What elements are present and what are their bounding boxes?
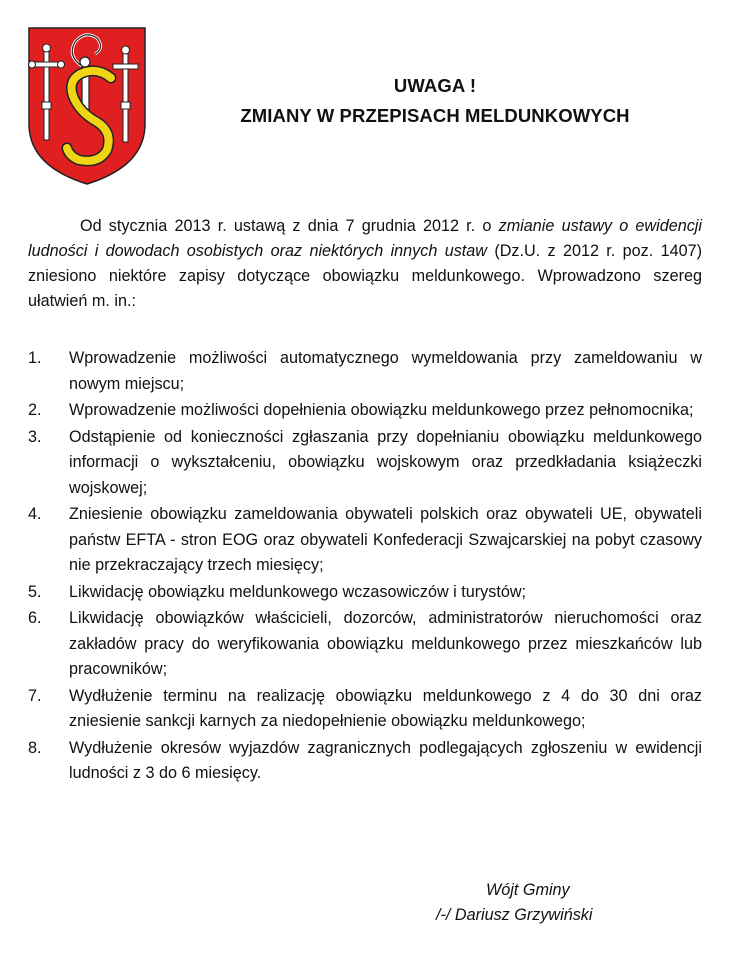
list-item	[28, 502, 702, 579]
list-item-text: Wprowadzenie możliwości automatycznego wymeldowania przy zameldowaniu w nowym miejscu;	[69, 349, 702, 393]
list-item-text: Zniesienie obowiązku zameldowania obywateli polskich oraz obywateli UE, obywateli państw EFTA - stron EOG oraz obywateli Konfederacji Szwajcarskiej na pobyt czasowy nie przekraczający trzech miesięcy;	[69, 505, 702, 574]
list-item	[28, 684, 702, 735]
list-item	[28, 580, 702, 606]
list-item-text: Wprowadzenie możliwości dopełnienia obowiązku meldunkowego przez pełnomocnika;	[69, 401, 694, 419]
list-item-number: 6.	[28, 609, 42, 627]
list-item	[28, 736, 702, 787]
act-title: zmianie ustawy o ewidencji ludności i dowodach osobistych oraz niektórych innych ustaw	[28, 217, 702, 260]
coat-of-arms-icon	[27, 26, 147, 186]
list-item-text: Odstąpienie od konieczności zgłaszania przy dopełnianiu obowiązku meldunkowego informacji o wykształceniu, obowiązku wojskowym oraz przedkładania książeczki wojskowej;	[69, 427, 702, 497]
intro-paragraph	[28, 214, 702, 314]
page-title: UWAGA !	[393, 75, 477, 96]
signature-name: /-/ Dariusz Grzywiński	[436, 906, 593, 924]
list-item-text: Wydłużenie okresów wyjazdów zagranicznych podlegających zgłoszeniu w ewidencji ludności z 3 do 6 miesięcy.	[69, 738, 702, 782]
list-item-number: 4.	[28, 505, 42, 523]
intro-text-start: Od stycznia 2013 r. ustawą z dnia 7 grudnia 2012 r. o	[80, 217, 499, 235]
list-item-number: 1.	[28, 349, 42, 367]
list-item-number: 7.	[28, 686, 42, 705]
list-item-number: 8.	[28, 738, 42, 757]
list-item	[28, 425, 702, 502]
list-item	[28, 398, 702, 424]
list-item-number: 3.	[28, 427, 42, 446]
list-item-text: Wydłużenie terminu na realizację obowiązku meldunkowego z 4 do 30 dni oraz zniesienie sankcji karnych za niedopełnienie obowiązku meldunkowego;	[69, 686, 702, 730]
page-subtitle: ZMIANY W PRZEPISACH MELDUNKOWYCH	[240, 105, 630, 126]
list-item-text: Likwidację obowiązków właścicieli, dozorców, administratorów nieruchomości oraz zakładów pracy do weryfikowania obowiązku meldunkowego przez mieszkańców lub pracowników;	[69, 609, 702, 678]
list-item-number: 2.	[28, 401, 42, 419]
intro-text-end: (Dz.U. z 2012 r. poz. 1407) zniesiono niektóre zapisy dotyczące obowiązku meldunkowego. Wprowadzono szereg ułatwień m. in.:	[28, 242, 702, 310]
list-item-text: Likwidację obowiązku meldunkowego wczasowiczów i turystów;	[69, 582, 527, 601]
list-item-number: 5.	[28, 582, 42, 601]
signature-title: Wójt Gminy	[486, 881, 570, 899]
list-item	[28, 346, 702, 397]
list-item	[28, 606, 702, 683]
changes-list	[28, 346, 702, 788]
